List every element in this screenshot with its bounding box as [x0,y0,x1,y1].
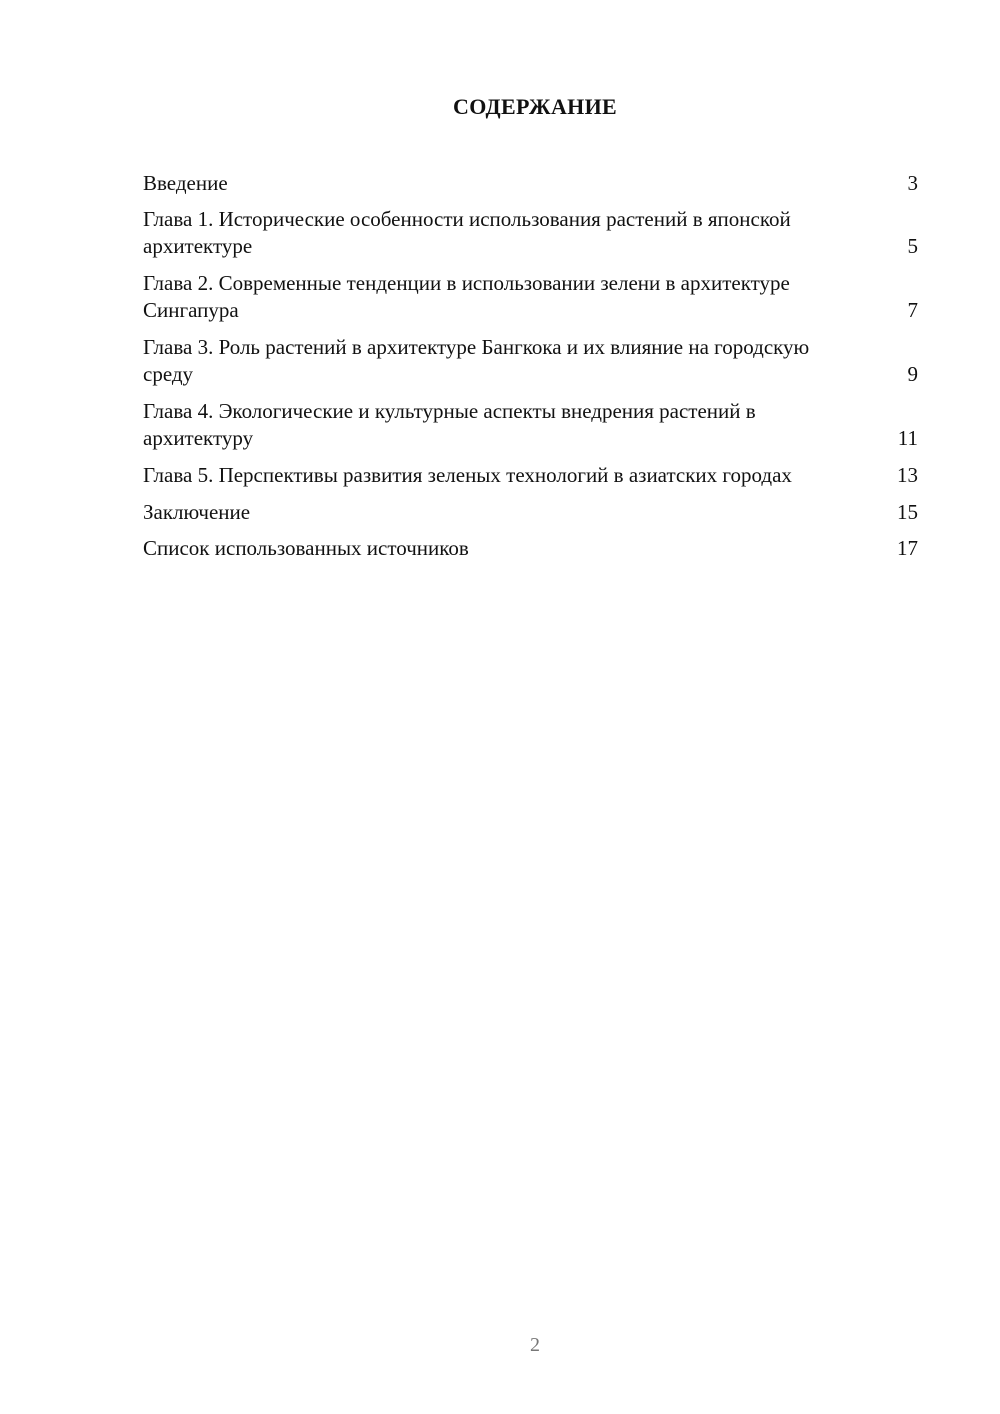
toc-entry-text: Глава 3. Роль растений в архитектуре Бангкока и их влияние на городскую среду [143,335,810,386]
toc-entry-page: 7 [907,298,918,322]
toc-entry-chapter-4 [143,398,918,452]
toc-entry-page: 17 [897,536,918,560]
toc-entry-introduction [143,170,918,197]
toc-entry-text: Глава 5. Перспективы развития зеленых технологий в азиатских городах [143,463,792,487]
toc-entry-page: 15 [897,500,918,524]
toc-entry-references [143,535,918,562]
toc-title: СОДЕРЖАНИЕ [453,94,617,119]
toc-entry-text: Глава 4. Экологические и культурные аспекты внедрения растений в архитектуру [143,399,756,450]
toc-entry-text: Глава 2. Современные тенденции в использовании зелени в архитектуре Сингапура [143,271,790,322]
toc-entry-page: 3 [907,171,918,195]
toc-entry-page: 5 [907,234,918,258]
table-of-contents [143,170,918,571]
toc-entry-page: 13 [897,463,918,487]
toc-entry-text: Введение [143,171,228,195]
toc-entry-text: Заключение [143,500,251,524]
toc-entry-conclusion [143,499,918,526]
toc-entry-chapter-3 [143,334,918,388]
toc-entry-chapter-5 [143,462,918,489]
toc-entry-page: 11 [897,426,918,450]
toc-entry-text: Список использованных источников [143,536,469,560]
toc-entry-page: 9 [907,362,918,386]
toc-entry-chapter-1 [143,206,918,260]
page-number: 2 [530,1334,540,1356]
toc-entry-text: Глава 1. Исторические особенности использования растений в японской архитектуре [143,207,791,258]
toc-entry-chapter-2 [143,270,918,324]
